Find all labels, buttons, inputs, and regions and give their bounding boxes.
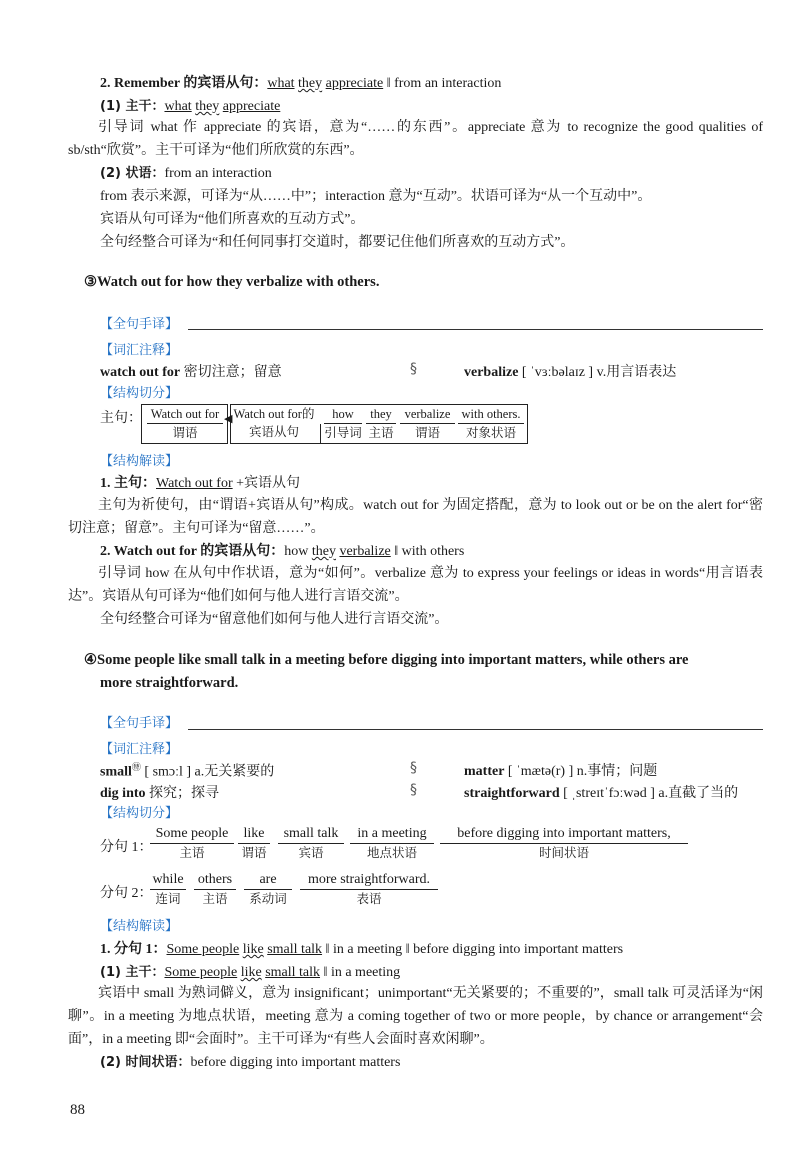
s4-vocab-separator-1: §: [410, 760, 417, 776]
s3-struct-label: 【结构切分】: [100, 386, 179, 401]
section2-sub1-text: 引导词 what 作 appreciate 的宾语，意为“……的东西”。appreciate 意为 to recognize the good qualities of sb/sth“欣赏”。主干可译为“他们所欣赏的东西”。: [68, 120, 763, 158]
section2-heading: 2. Remember 的宾语从句：what they appreciate ‖ from an interaction: [100, 76, 502, 91]
page-number: 88: [70, 1102, 85, 1118]
special-mark-icon: ㊕: [131, 762, 141, 772]
s3-vocab-separator: §: [410, 361, 417, 377]
s4-vocab-item-3: matter [ ˈmætə(r) ] n.事情；问题: [464, 764, 658, 779]
s3-clause-seg-1: how 引导词: [324, 407, 362, 440]
s4-point1-heading: 1. 分句 1：Some people like small talk ‖ in a meeting ‖ before digging into important matters: [100, 942, 624, 957]
s4-point1-text: 宾语中 small 为熟词僻义，意为 insignificant；unimportant“无关紧要的；不重要的”，small talk 可灵活译为“闲聊”。in a meeting 为地点状语，meeting 意为 a coming together of two or more people，by chance or arrangement“会面”，in a meeting 即“会面时”。主干可译为“有些人会面时喜欢闲聊”。: [68, 986, 763, 1047]
s4-c1-seg-1: Some people 主语: [150, 825, 234, 862]
section2-sub2-text2: 宾语从句可译为“他们所喜欢的互动方式”。: [100, 212, 365, 227]
s4-translate-label: 【全句手译】: [100, 716, 179, 731]
s3-main-seg-1: Watch out for 谓语: [147, 405, 223, 442]
s4-c1-seg-4: in a meeting 地点状语: [350, 825, 434, 862]
s4-point2-heading: (2) 时间状语：before digging into important matters: [100, 1055, 401, 1070]
s3-clause-seg-3: verbalize 谓语: [400, 405, 455, 442]
s4-c2-seg-3: are 系动词: [244, 871, 292, 908]
s4-c2-seg-1: while 连词: [150, 871, 186, 908]
s3-analysis-label: 【结构解读】: [100, 454, 179, 469]
s3-divider: [320, 424, 321, 444]
s4-c1-seg-3: small talk 宾语: [278, 825, 344, 862]
sentence4-title-line1: ④Some people like small talk in a meeting before digging into important matters, while others are: [84, 652, 689, 668]
s3-point1-heading: 1. 主句：Watch out for +宾语从句: [100, 476, 301, 491]
s3-clause-seg-4: with others. 对象状语: [458, 405, 524, 442]
s4-vocab-item-4: straightforward [ ˌstreɪtˈfɔːwəd ] a.直截了当的: [464, 786, 739, 801]
s4-c2-seg-4: more straightforward. 表语: [300, 871, 438, 908]
s4-vocab-item-2: dig into 探究；探寻: [100, 786, 220, 801]
section2-sub1-heading: (1) 主干：what they appreciate: [100, 99, 281, 114]
s3-vocab-item-2: verbalize [ ˈvɜːbəlaɪz ] v.用言语表达: [464, 365, 677, 380]
s4-c2-seg-2: others 主语: [194, 871, 236, 908]
s3-translate-blank[interactable]: [188, 329, 763, 330]
s3-main-prefix: 主句：: [100, 411, 142, 426]
s4-clause1-prefix: 分句 1：: [100, 840, 153, 855]
s3-clause-seg-2: they 主语: [366, 405, 396, 442]
s3-translate-label: 【全句手译】: [100, 317, 179, 332]
s4-point1-sub-heading: (1) 主干：Some people like small talk ‖ in a meeting: [100, 965, 401, 980]
section2-summary: 全句经整合可译为“和任何同事打交道时，都要记住他们所喜欢的互动方式”。: [100, 235, 575, 250]
s3-point2-heading: 2. Watch out for 的宾语从句：how they verbalize ‖ with others: [100, 544, 465, 559]
sentence4-title-line2: more straightforward.: [100, 675, 239, 691]
s4-analysis-label: 【结构解读】: [100, 919, 179, 934]
s3-point1-text: 主句为祈使句，由“谓语+宾语从句”构成。watch out for 为固定搭配，意为 to look out or be on the alert for“密切注意；留意”。主句可译为“留意……”。: [68, 498, 763, 536]
s4-clause2-prefix: 分句 2：: [100, 886, 153, 901]
s4-c1-seg-5: before digging into important matters, 时间状语: [440, 825, 688, 862]
section2-sub2-text: from 表示来源，可译为“从……中”；interaction 意为“互动”。状语可译为“从一个互动中”。: [100, 189, 652, 204]
s4-translate-blank[interactable]: [188, 729, 763, 730]
section2-sub2-heading: (2) 状语：from an interaction: [100, 166, 272, 181]
s4-vocab-label: 【词汇注释】: [100, 742, 179, 757]
s4-vocab-separator-2: §: [410, 782, 417, 798]
s4-vocab-item-1: small㊕ [ smɔːl ] a.无关紧要的: [100, 762, 275, 780]
s3-vocab-label: 【词汇注释】: [100, 343, 179, 358]
s4-struct-label: 【结构切分】: [100, 806, 179, 821]
s3-summary: 全句经整合可译为“留意他们如何与他人进行言语交流”。: [100, 612, 449, 627]
s4-c1-seg-2: like 谓语: [238, 825, 270, 862]
s3-main-seg-2: Watch out for的 宾语从句: [233, 407, 315, 439]
arrow-left-icon: ◀: [224, 413, 233, 425]
s3-vocab-item-1: watch out for 密切注意；留意: [100, 365, 282, 380]
sentence3-title: ③Watch out for how they verbalize with others.: [84, 274, 380, 290]
s3-point2-text: 引导词 how 在从句中作状语，意为“如何”。verbalize 意为 to express your feelings or ideas in words“用言语表达”。宾语从句可译为“他们如何与他人进行言语交流”。: [68, 566, 763, 604]
